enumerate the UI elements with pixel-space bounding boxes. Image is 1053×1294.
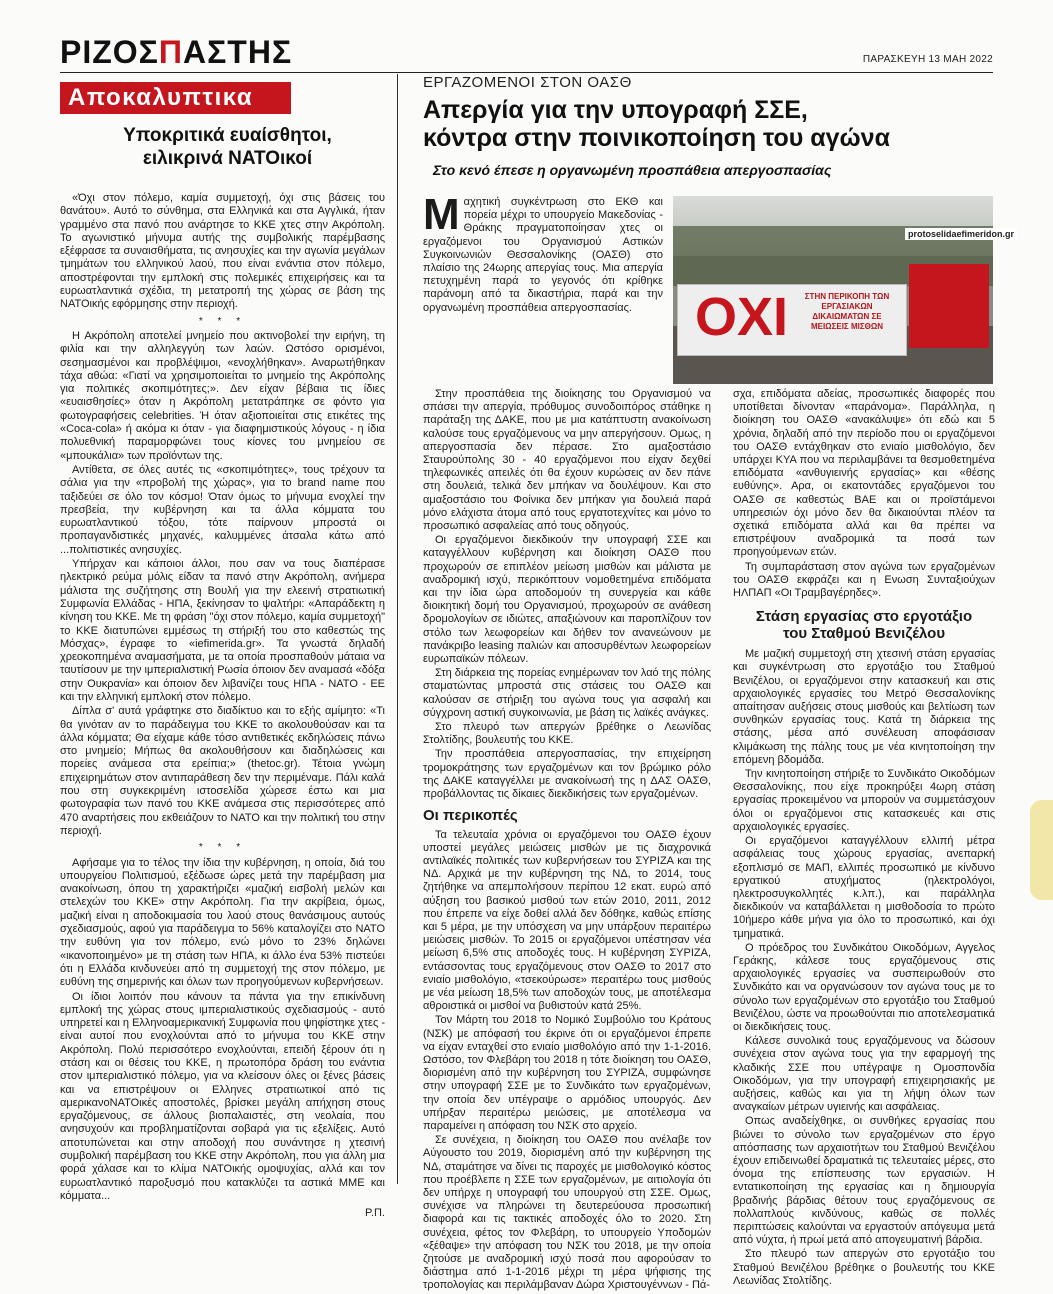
photo-banner-oxi: ΟΧΙ	[695, 287, 789, 347]
article-paragraph: Οι εργαζόμενοι διεκδικούν την υπογραφή ΣΣΕ και καταγγέλλουν κυβέρνηση και διοίκηση ΟΑΣΘ που προχωρούν σε επιπλέον μείωση μισθών και μάλιστα με αναδρομική ισχύ, περικόπτουν νομοθετημένα επιδόματα και την ίδια ώρα αποδομούν τη συνεργεία και κάθε διοικητική δομή του Οργανισμού, προχωρούν σε ανάθεση δρομολογίων σε ιδιώτες, απαξιώνουν και παροπλίζουν τον στόλο των λεωφορείων και δήθεν τον ανανεώνουν με πανάκριβο leasing παλιών και αποσυρθέντων λεωφορείων ευρωπαϊκών πόλεων.	[423, 534, 711, 666]
left-column	[60, 82, 385, 1220]
article-paragraph: Στη διάρκεια της πορείας ενημέρωναν τον λαό της πόλης σταματώντας μπροστά στις στάσεις του ΟΑΣΘ και καλούσαν σε στήριξη του αγώνα τους για ασφαλή και σύγχρονη αστική συγκοινωνία, με βάση τις λαϊκές ανάγκες.	[423, 667, 711, 719]
masthead: ΡΙΖΟΣΠΑΣΤΗΣ	[60, 34, 293, 70]
article-kicker: ΕΡΓΑΖΟΜΕΝΟΙ ΣΤΟΝ ΟΑΣΘ	[423, 74, 632, 91]
article-paragraph: Τον Μάρτη του 2018 το Νομικό Συμβούλιο του Κράτους (ΝΣΚ) με απόφασή του έκρινε ότι οι εργαζόμενοι έπρεπε να είχαν ενταχθεί στο ενιαίο μισθολόγιο από την 1-1-2016. Ωστόσο, τον Φλεβάρη του 2018 η τότε διοίκηση του ΟΑΣΘ, διορισμένη από την κυβέρνηση του ΣΥΡΙΖΑ, συμφώνησε στην υπογραφή ΣΣΕ με το Συνδικάτο των εργαζομένων, την οποία δεν υπέγραψε ο αρμόδιος υπουργός. Δεν υπήρξαν περαιτέρω μειώσεις, με αποτέλεσμα να παραμείνει η απόφαση του ΝΣΚ στο αρχείο.	[423, 1014, 711, 1132]
article-column-1a	[423, 190, 663, 316]
article-paragraph: Την προσπάθεια απεργοσπασίας, την επιχείρηση τρομοκράτησης των εργαζομένων και τον βρώμικο ρόλο της ΔΑΚΕ καταγγέλλει με ανακοίνωσή της η ΔΑΣ ΟΑΣΘ, προβάλλοντας τις δίκαιες διεκδικήσεις των εργαζομένων.	[423, 748, 711, 801]
left-paragraph: Αντίθετα, σε όλες αυτές τις «σκοπιμότητες», τους τρέχουν τα σάλια για την «προβολή της χώρας», για το brand name που ταξιδεύει σε όλο τον κόσμο! Όταν όμως το μήνυμα ενοχλεί την πρεσβεία, την κυβέρνηση και τα άλλα κόμματα του ευρωατλαντικού τόξου, τότε παίρνουν μπροστά οι προπαγανδιστικές μηχανές, καλυμμένες άτσαλα κάτω από ...πολιτιστικές ανησυχίες.	[60, 463, 385, 556]
article-paragraph: Κάλεσε συνολικά τους εργαζόμενους να δώσουν συνέχεια στον αγώνα τους για την εφαρμογή της κλαδικής ΣΣΕ που υπέγραψε η Ομοσπονδία Οικοδόμων, για την υπογραφή επιχειρησιακής με αυξήσεις, καθώς και για τη λήψη όλων των αναγκαίων μέτρων υγιεινής και ασφάλειας.	[733, 1035, 995, 1114]
left-paragraph: Αφήσαμε για το τέλος την ίδια την κυβέρνηση, η οποία, διά του υπουργείου Πολιτισμού, εξέδωσε ώρες μετά την παρέμβαση μια ανακοίνωση, όπου τη χαρακτήριζει «μαζική εισβολή μελών και στελεχών του ΚΚΕ» στην Ακρόπολη. Για την ακρίβεια, όμως, μαζική είναι η αποδοκιμασία του λαού στους θανάσιμους αυτούς σχεδιασμούς, αφού για παράδειγμα το 56% καταλογίζει στο ΝΑΤΟ την ευθύνη για τον πόλεμο, ενώ μόνο το 23% δηλώνει «ικανοποιημένο» με τη στάση των ΗΠΑ, κι άλλο ένα 53% πιστεύει ότι η Ελλάδα κινδυνεύει από τη συμμετοχή της στον πόλεμο, με ευθύνη της σημερινής και όλων των προηγούμενων κυβερνήσεων.	[60, 856, 385, 989]
article-paragraph: Ο πρόεδρος του Συνδικάτου Οικοδόμων, Αγγελος Γεράκης, κάλεσε τους εργαζόμενους στις αρχαιολογικές εργασίες να συσπειρωθούν στο Συνδικάτο και να οργανώσουν τον αγώνα τους με το σύνολο των εργαζομένων στο εργοτάξιο του Σταθμού Βενιζέλου, ώστε να προωθούνται πιο αποτελεσματικά οι διεκδικήσεις τους.	[733, 941, 995, 1033]
subsection-heading: Οι περικοπές	[423, 807, 518, 825]
page-edge-tab	[1030, 800, 1053, 900]
top-rule	[60, 72, 993, 73]
article-paragraph: Την κινητοποίηση στήριξε το Συνδικάτο Οικοδόμων Θεσσαλονίκης, που είχε προκηρύξει 4ωρη στάση εργασίας προκειμένου να μπορούν να συμμετάσχουν όλοι οι εργαζόμενοι στις κατασκευές και στις αρχαιολογικές εργασίες.	[733, 768, 995, 833]
left-body	[60, 192, 385, 1221]
left-paragraph: Υπήρχαν και κάποιοι άλλοι, που σαν να τους διαπέρασε ηλεκτρικό ρεύμα μόλις είδαν τα πανό στην Ακρόπολη, ανήμερα μάλιστα της συζήτησης στη Βουλή για την ελεεινή στρατιωτική Συμφωνία Ελλάδας - ΗΠΑ, ξεκίνησαν το ψαλτήρι: «Απαράδεκτη η κίνηση του ΚΚΕ. Με τη φράση "όχι στον πόλεμο, καμία συμμετοχή" το ΚΚΕ διατυπώνει εμμέσως τη στήριξή του στο καθεστώς της Μόσχας», έγραφε το «iefimerida.gr». Τα γνωστά δηλαδή χρεοκοπημένα αναμασήματα, με τα οποία προσπαθούν μάταια να ταυτίσουν με την ιμπεριαλιστική Ρωσία όποιον δεν αναμασά «δόξα στην Ουκρανία» και όποιον δεν λιβανίζει τους ΗΠΑ - ΝΑΤΟ - ΕΕ και την ελληνική εμπλοκή στον πόλεμο.	[60, 558, 385, 703]
masthead-pi: Π	[158, 34, 183, 70]
article-paragraph: Οπως αναδείχθηκε, οι συνθήκες εργασίας που βιώνει το σύνολο των εργαζομένων στο έργο απόσπασης των αρχαιοτήτων του Σταθμού Βενιζέλου έχουν επιδεινωθεί δραματικά τις τελευταίες μέρες, στο όνομα της επίσπευσης των εργασιών. Η εντατικοποίηση της εργασίας και η δημιουργία βραδινής βάρδιας θέτουν τους εργαζόμενους σε πολλαπλούς κινδύνους, καθώς σε πολλές περιπτώσεις καλούνται να εργαστούν απόγευμα μετά από νύχτα, ή πρωί μετά από απογευματινή βάρδια.	[733, 1115, 995, 1247]
column-divider	[397, 74, 398, 1184]
article-paragraph: Στο πλευρό των απεργών στο εργοτάξιο του Σταθμού Βενιζέλου βρέθηκε ο βουλευτής του ΚΚΕ Λεωνίδας Στολτίδης.	[733, 1248, 995, 1287]
watermark: protoselidaefimeridon.gr	[905, 228, 1017, 240]
photo-banner-text: ΣΤΗΝ ΠΕΡΙΚΟΠΗ ΤΩΝ ΕΡΓΑΣΙΑΚΩΝ ΔΙΚΑΙΩΜΑΤΩΝ ΣΕ ΜΕΙΩΣΕΙΣ ΜΙΣΘΩΝ	[804, 292, 890, 331]
issue-date: ΠΑΡΑΣΚΕΥΗ 13 ΜΑΗ 2022	[862, 54, 993, 65]
article-paragraph: Σε συνέχεια, η διοίκηση του ΟΑΣΘ που ανέλαβε τον Αύγουστο του 2019, διορισμένη από την κυβέρνηση της ΝΔ, σταμάτησε να δίνει τις παροχές με μισθολογικό κόστος που προέβλεπε η ΣΣΕ των εργαζομένων, με αιτιολογία ότι δεν υπήρχε η υπογραφή του υπουργού στη ΣΣΕ. Ομως, συνέχισε να πληρώνει τη δευτερεύουσα προσωπική διαφορά και τις τακτικές αποδοχές όλο το 2020. Στη συνέχεια, φέτος τον Φλεβάρη, το υπουργείο Υποδομών «ξέθαψε» την απόφαση του ΝΣΚ του 2018, με την οποία ζητούσε με αναδρομική ισχύ ποσά που αφορούσαν το διάστημα από 1-1-2016 μέχρι τη μέρα ψήφισης της τροπολογίας και περιλάμβαναν Δώρα Χριστουγέννων - Πά-	[423, 1134, 711, 1292]
article-headline: Απεργία για την υπογραφή ΣΣΕ, κόντρα στην ποινικοποίηση του αγώνα	[423, 96, 890, 152]
drop-cap: Μ	[423, 190, 460, 239]
article-column-2	[733, 388, 995, 1289]
article-paragraph: σχα, επιδόματα αδείας, προσωπικές διαφορές που υποτίθεται δίνονταν «παράνομα». Παράλληλα, η διοίκηση του ΟΑΣΘ «ανακάλυψε» ότι εδώ και 5 χρόνια, δηλαδή από την περίοδο που οι εργαζόμενοι του ΟΑΣΘ εντάχθηκαν στο ενιαίο μισθολόγιο, δεν υπάρχει ΚΥΑ που να περιλαμβάνει τα θεσμοθετημένα επιδόματα «ανθυγιεινής εργασίας» και «θέσης ευθύνης». Αρα, οι εκατοντάδες εργαζόμενοι του ΟΑΣΘ σε καθεστώς ΒΑΕ και οι προϊστάμενοι υπηρεσιών όχι μόνο δεν θα δικαιούνται πλέον τα σχετικά επιδόματα αλλά και θα πρέπει να επιστρέψουν αναδρομικά τα ποσά των προηγούμενων ετών.	[733, 388, 995, 559]
photo-red-banner	[909, 264, 989, 348]
separator-stars: * * *	[198, 315, 247, 327]
article-paragraph: Οι εργαζόμενοι καταγγέλλουν ελλιπή μέτρα ασφάλειας τους χώρους εργασίας, ανεπαρκή εξοπλισμό σε ΜΑΠ, ελλιπές προσωπικό με κίνδυνο εργατικού ατυχήματος (ηλεκτρολόγοι, ηλεκτροσυγκολλητές κ.λπ.), και παράλληλα διεκδικούν να καταβάλλεται η μισθοδοσία το πρώτο 10ήμερο κάθε μήνα για όλο το προσωπικό, και όχι τμηματικά.	[733, 835, 995, 940]
article-paragraph: Στην προσπάθεια της διοίκησης του Οργανισμού να σπάσει την απεργία, πρόθυμος συνοδοιπόρος στάθηκε η παράταξη της ΔΑΚΕ, που με μια κατάπτυστη ανακοίνωση καλούσε τους εργαζόμενους να μην απεργήσουν. Ομως, η απεργοσπασία δεν πέρασε. Στο αμαξοστάσιο Σταυρούπολης 30 - 40 εργαζόμενοι που είχαν δεχθεί τηλεφωνικές απειλές ότι θα έχουν κυρώσεις αν δεν πάνε στη δουλειά, τελικά δεν μπήκαν να δουλέψουν. Και στο αμαξοστάσιο του Φοίνικα δεν μπήκαν για δουλειά παρά μόνο ελάχιστα άτομα από τους εργατοτεχνίτες και μόνο το προσωπικό ασφαλείας από τους οδηγούς.	[423, 388, 711, 533]
article-paragraph: Τα τελευταία χρόνια οι εργαζόμενοι του ΟΑΣΘ έχουν υποστεί μεγάλες μειώσεις μισθών με τις διαχρονικά αντιλαϊκές πολιτικές των κυβερνήσεων του ΣΥΡΙΖΑ και της ΝΔ. Αρχικά με την κυβέρνηση της ΝΔ, το 2014, τους ζητήθηκε να απεμπολήσουν περίπου 12 εκατ. ευρώ από αύξηση του βασικού μισθού των ετών 2010, 2011, 2012 που έπρεπε να είχε δοθεί αλλά δεν δόθηκε, καθώς επίσης και 5 μέρα, με την υπόσχεση να μην υπάρξουν περαιτέρω μειώσεις μισθών. Το 2015 οι εργαζόμενοι υπέστησαν νέα μείωση 6,5% στις αποδοχές τους. Η κυβέρνηση ΣΥΡΙΖΑ, εντάσσοντας τους εργαζόμενους στον ΟΑΣΘ το 2017 στο ενιαίο μισθολόγιο, «τσεκούρωσε» περαιτέρω τους μισθούς με νέα μείωση 18,5% των αποδοχών τους, με αποτέλεσμα αθροιστικά οι μισθοί να βυθιστούν κατά 25%.	[423, 828, 711, 1013]
article-subhead: Στο κενό έπεσε η οργανωμένη προσπάθεια απεργοσπασίας	[433, 162, 832, 178]
left-paragraph: Δίπλα σ' αυτά γράφτηκε στο διαδίκτυο και το εξής αμίμητο: «Τι θα γινόταν αν το παράδειγμα του ΚΚΕ το ακολουθούσαν και τα άλλα κόμματα; Θα είχαμε κάθε τόσο αντιθετικές εκδηλώσεις πάνω στο μνημείο; Μήπως θα ακολουθήσουν και διαδηλώσεις και πορείες ανάμεσα στα ερείπια;» (thetoc.gr). Τέτοια γνώμη επιχειρημάτων στον αντιπαράθεση δεν την περιμέναμε. Πάλι καλά που στη συγκεκριμένη ιστοσελίδα χώρεσε έστω και μια φωτογραφία των πανό του ΚΚΕ ανάμεσα στις περισσότερες από 470 αναρτήσεις που εκθειάζουν το ΝΑΤΟ και την πολιτική του στην περιοχή.	[60, 705, 385, 837]
article-column-1b	[423, 388, 711, 1294]
left-paragraph: Οι ίδιοι λοιπόν που κάνουν τα πάντα για την επικίνδυνη εμπλοκή της χώρας στους ιμπεριαλιστικούς σχεδιασμούς - αυτό υπηρετεί και η Ελληνοαμερικανική Συμφωνία που ψηφίστηκε χτες - είναι αυτοί που ενοχλούνται από το μήνυμα του ΚΚΕ στην Ακρόπολη. Πολύ περισσότερο ενοχλούνται, επειδή ξέρουν ότι η στάση και οι θέσεις του ΚΚΕ, η πρωτοπόρα δράση του ενάντια στον ιμπεριαλιστικό πόλεμο, για να κλείσουν όλες οι ξένες βάσεις και να επιστρέψουν οι Ελληνες στρατιωτικοί από τις αμερικανοΝΑΤΟικές αποστολές, βρίσκει μεγάλη απήχηση στους εργαζόμενους, σε άλλους βιοπαλαιστές, στη νεολαία, που ανησυχούν και προβληματίζονται σοβαρά για τις εξελίξεις. Αυτό αποτυπώνεται και στην αποδοχή που συνάντησε η χτεσινή συμβολική παρέμβαση του ΚΚΕ στην Ακρόπολη, που για άλλη μια φορά χάλασε και το κλίμα ΝΑΤΟικής ομοψυχίας, αλλά και τον ευρωατλαντικό παροξυσμό που κατακλύζει τα αστικά ΜΜΕ και κόμματα...	[60, 990, 385, 1202]
lead-paragraph: Μαχητική συγκέντρωση στο ΕΚΘ και πορεία μέχρι το υπουργείο Μακεδονίας - Θράκης πραγματοποίησαν χτες οι εργαζόμενοι του Οργανισμού Αστικών Συγκοινωνιών Θεσσαλονίκης (ΟΑΣΘ) στο πλαίσιο της 24ωρης απεργίας τους. Μια απεργία πετυχημένη παρά το γεγονός ότι κρίθηκε παράνομη από τα δικαστήρια, παρά και την οργανωμένη προσπάθεια απεργοσπασίας.	[423, 190, 663, 314]
left-paragraph: «Όχι στον πόλεμο, καμία συμμετοχή, όχι στις βάσεις του θανάτου». Αυτό το σύνθημα, στα Ελληνικά και στα Αγγλικά, ήταν γραμμένο στα πανό που ανάρτησε το ΚΚΕ χτες στην Ακρόπολη. Το αγωνιστικό μήνυμα αυτής της συμβολικής παρέμβασης εξέφρασε τα συναισθήματα, τις ανησυχίες και την αγωνία μεγάλων τμημάτων του ελληνικού λαού, που είναι ενάντια στον πόλεμο, αποστρέφονται την εμπλοκή στις πολεμικές επιχειρήσεις και τα ευρωατλαντικά σχέδια, τη μετατροπή της χώρας σε βάση της ΝΑΤΟικής εφόρμησης στην περιοχή.	[60, 192, 385, 311]
left-title: Υποκριτικά ευαίσθητοι, ειλικρινά ΝΑΤΟικοί	[123, 125, 332, 169]
section-banner: Αποκαλυπτικα	[60, 82, 291, 114]
separator-stars: * * *	[198, 842, 247, 854]
article-paragraph: Τη συμπαράσταση στον αγώνα των εργαζομένων του ΟΑΣΘ εκφράζει και η Ενωση Συνταξιούχων ΗΛΠΑΠ «Οι Τραμβαγέρηδες».	[733, 560, 995, 600]
protest-photo	[673, 196, 993, 384]
article-paragraph: Στο πλευρό των απεργών βρέθηκε ο Λεωνίδας Στολτίδης, βουλευτής του ΚΚΕ.	[423, 721, 711, 747]
left-paragraph: Η Ακρόπολη αποτελεί μνημείο που ακτινοβολεί την ειρήνη, τη φιλία και την αλληλεγγύη των λαών. Ωστόσο ορισμένοι, σεσημασμένοι και προβλέψιμοι, «ενοχλήθηκαν». Αναρωτήθηκαν τάχα αθώα: «Γιατί να χρησιμοποιείται το μνημείο της Ακρόπολης για πολιτικές σκοπιμότητες;». Δεν είχαν βέβαια τις ίδιες «ευαισθησίες» όταν η Ακρόπολη μετατράπηκε σε φόντο για φωτογραφήσεις celebrities. Ή όταν αξιοποιείται στις ετικέτες της «Coca-cola» ή ακόμα κι όταν - για διαφημιστικούς λόγους - η ίδια πολυεθνική παραμορφώνει τους κίονες του μνημείου σε «μπουκάλια» των προϊόντων της.	[60, 329, 385, 462]
signature: Ρ.Π.	[365, 1207, 385, 1220]
article-paragraph: Με μαζική συμμετοχή στη χτεσινή στάση εργασίας και συγκέντρωση στο εργοτάξιο του Σταθμού Βενιζέλου, οι εργαζόμενοι στην κατασκευή και στις αρχαιολογικές εργασίες του Μετρό Θεσσαλονίκης απαίτησαν αυξήσεις στους μισθούς και βελτίωση των συνθηκών εργασίας τους. Κατά τη διάρκεια της στάσης, μέσα από συνέλευση αποφάσισαν κλιμάκωση της πάλης τους με νέα κινητοποίηση την επόμενη βδομάδα.	[733, 648, 995, 766]
subsection-heading: Στάση εργασίας στο εργοτάξιο του Σταθμού Βενιζέλου	[755, 608, 973, 643]
